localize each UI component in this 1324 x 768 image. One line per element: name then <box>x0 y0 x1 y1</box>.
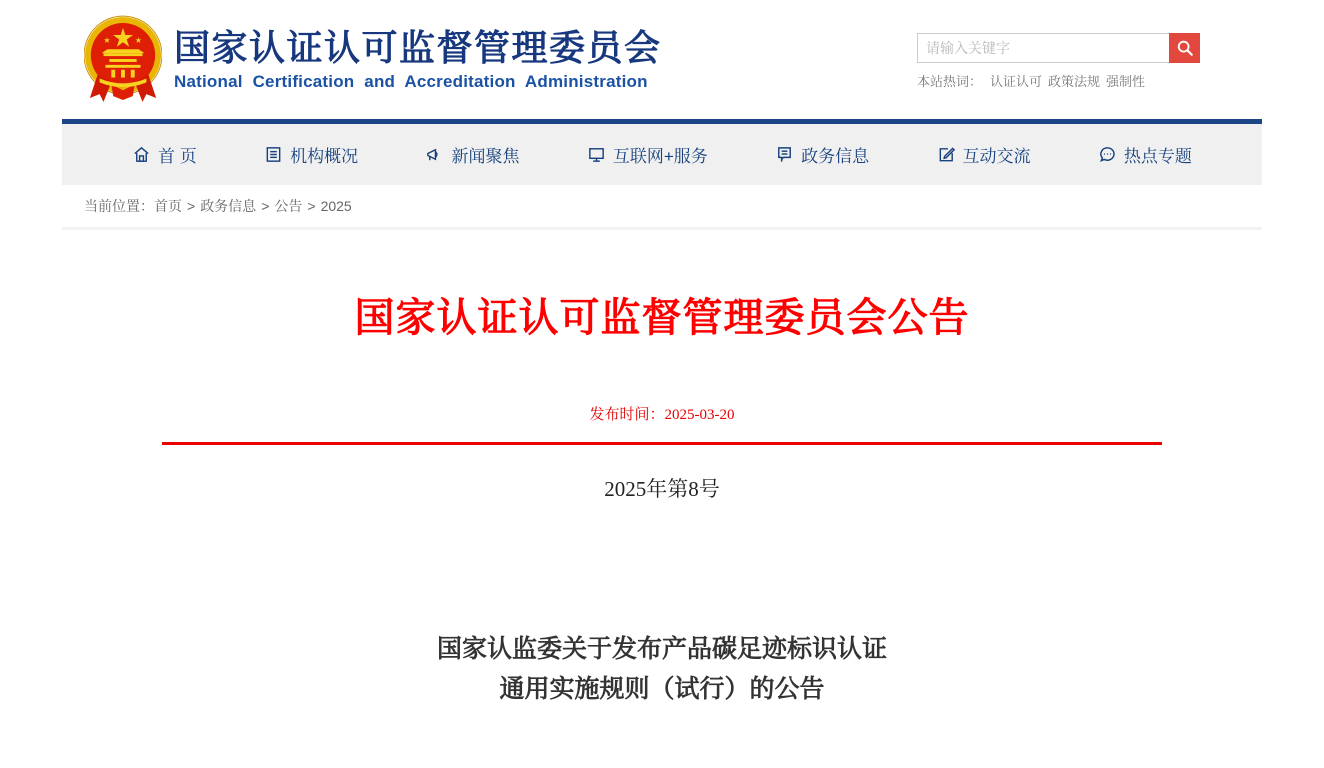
nav-item-internet-service[interactable] <box>587 142 708 167</box>
search-icon <box>1176 39 1194 57</box>
nav-item-home[interactable] <box>132 142 197 167</box>
red-divider <box>162 442 1162 445</box>
hot-word-link[interactable]: 政策法规 <box>1048 74 1101 89</box>
breadcrumb-separator: > <box>187 198 196 214</box>
nav-item-label: 热点专题 <box>1123 147 1192 166</box>
nav-item-label: 首 页 <box>158 147 197 166</box>
internet-service-icon <box>587 145 606 164</box>
article-title: 国家认证认可监督管理委员会公告 <box>354 296 970 340</box>
breadcrumb-link-year[interactable]: 2025 <box>320 198 352 214</box>
gov-info-icon <box>775 145 794 164</box>
news-focus-icon <box>425 145 444 164</box>
announcement-title <box>62 629 1262 709</box>
main-nav <box>62 119 1262 185</box>
site-title-cn: 国家认证认可监督管理委员会 <box>174 27 662 69</box>
nav-item-news-focus[interactable] <box>425 142 519 167</box>
site-header <box>62 0 1262 119</box>
nav-item-hot-topics[interactable] <box>1098 142 1192 167</box>
hot-word-link[interactable]: 强制性 <box>1106 74 1146 89</box>
hot-topics-icon <box>1098 145 1117 164</box>
breadcrumb-link-gov-info[interactable]: 政务信息 <box>200 198 257 214</box>
hot-word-link[interactable]: 认证认可 <box>990 74 1043 89</box>
nav-item-gov-info[interactable] <box>775 142 869 167</box>
breadcrumb-separator: > <box>307 198 316 214</box>
announcement-line-2: 通用实施规则（试行）的公告 <box>499 675 825 703</box>
publish-time-date: 2025-03-20 <box>664 407 735 423</box>
breadcrumb-separator: > <box>261 198 270 214</box>
breadcrumb-label: 当前位置： <box>84 198 154 214</box>
hot-words-label: 本站热词： <box>917 74 983 89</box>
breadcrumb-link-home[interactable]: 首页 <box>154 198 182 214</box>
announcement-line-1: 国家认监委关于发布产品碳足迹标识认证 <box>436 635 887 663</box>
search-button[interactable] <box>1169 33 1200 63</box>
org-overview-icon <box>264 145 283 164</box>
document-number: 2025年第8号 <box>604 477 720 501</box>
article <box>62 286 1262 709</box>
breadcrumb-link-announcements[interactable]: 公告 <box>274 198 303 214</box>
breadcrumb <box>62 185 1262 230</box>
search-input[interactable] <box>917 33 1169 63</box>
nav-item-label: 互动交流 <box>962 147 1031 166</box>
nav-item-interaction[interactable] <box>937 142 1031 167</box>
nav-item-label: 政务信息 <box>801 147 870 166</box>
home-icon <box>132 145 151 164</box>
publish-time <box>62 403 1262 424</box>
site-title-en: National Certification and Accreditation Administration <box>174 71 648 91</box>
nav-item-org-overview[interactable] <box>264 142 358 167</box>
national-emblem-icon <box>84 13 162 107</box>
publish-time-label: 发布时间： <box>589 406 665 423</box>
nav-item-label: 互联网+服务 <box>612 147 708 166</box>
nav-item-label: 新闻聚焦 <box>451 147 520 166</box>
interaction-icon <box>937 145 956 164</box>
search-area <box>917 33 1200 90</box>
site-logo[interactable] <box>62 13 662 107</box>
hot-words <box>917 71 1200 90</box>
nav-item-label: 机构概况 <box>290 147 359 166</box>
